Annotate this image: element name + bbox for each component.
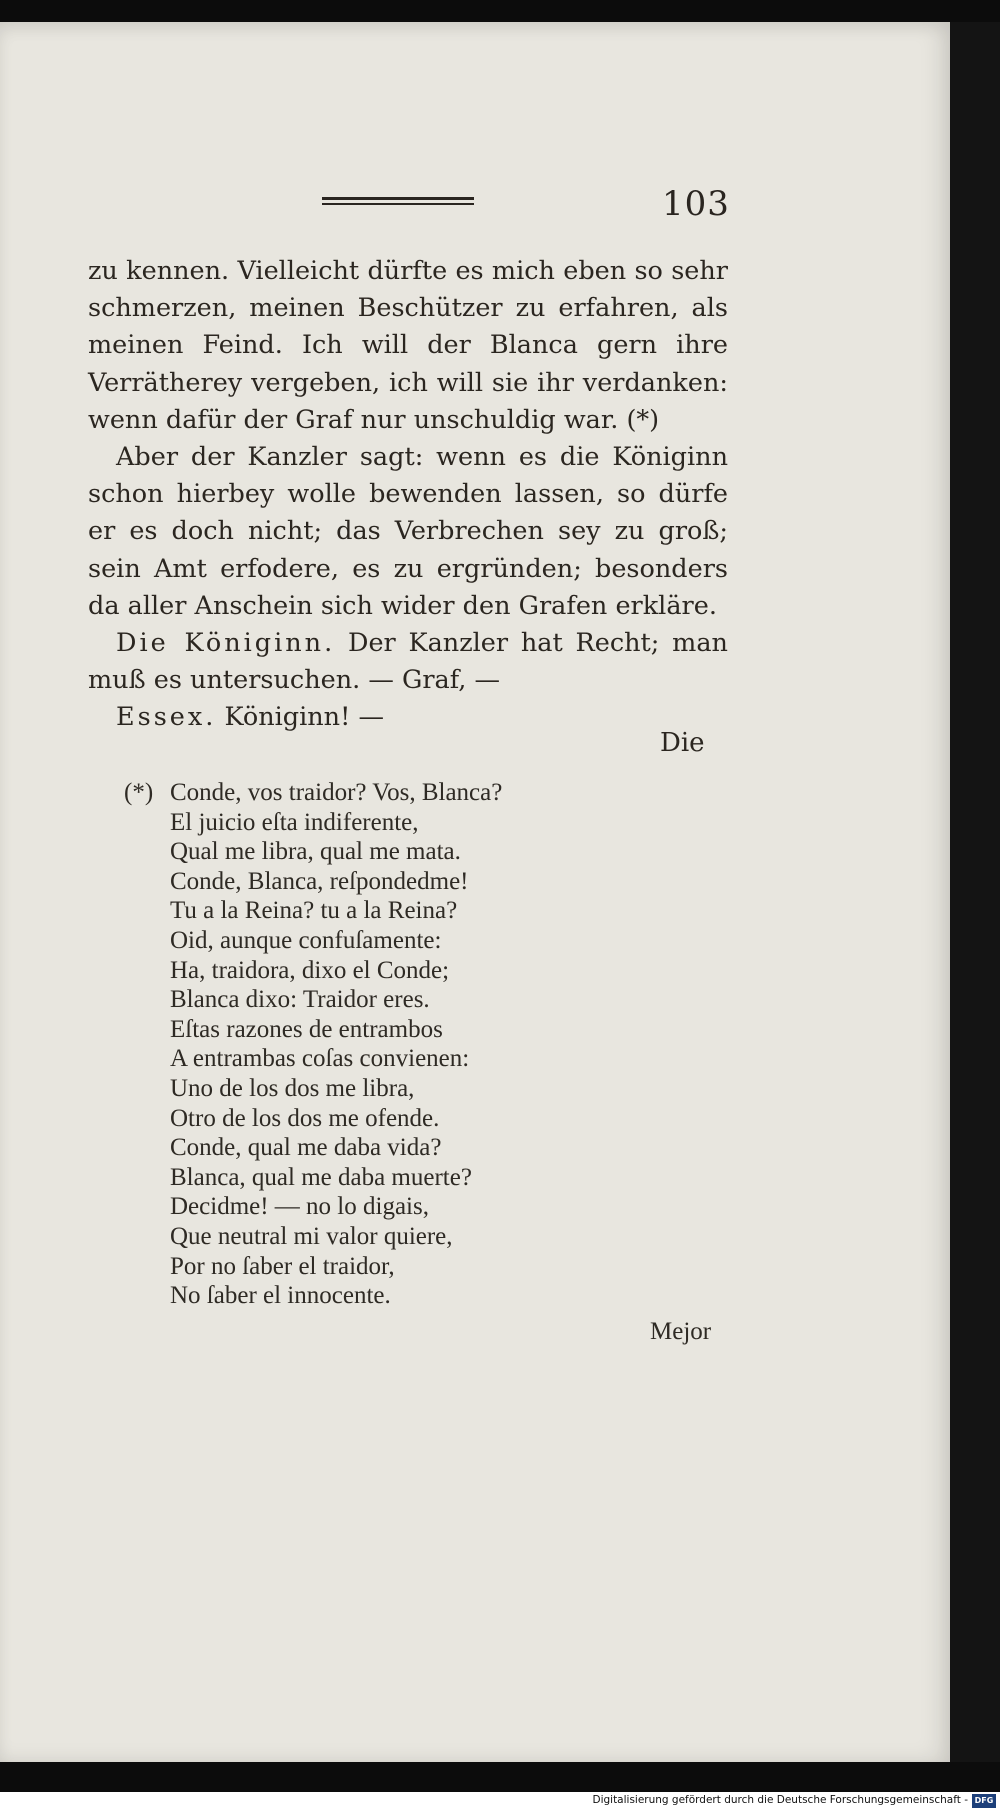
speech-essex xyxy=(88,699,728,736)
verse-line: Conde, vos traidor? Vos, Blanca? xyxy=(170,779,503,806)
credit-bar xyxy=(0,1792,1000,1811)
footnote-verse xyxy=(170,778,502,1311)
verse-line: Tu a la Reina? tu a la Reina? xyxy=(170,897,458,925)
verse-line: El juicio eſta indiferente, xyxy=(170,808,419,836)
paragraph: zu kennen. Vielleicht dürfte es mich eben so sehr schmerzen, meinen Beschützer zu erfahren, als meinen Feind. Ich will der Blanca gern ihre Verrätherey vergeben, ich will sie ihr verdanken: wenn dafür der Graf nur unschuldig war. (*) xyxy=(88,256,728,435)
dfg-logo-icon: DFG xyxy=(972,1794,996,1808)
verse-line: Decidme! — no lo digais, xyxy=(170,1193,429,1221)
credit-text: Digitalisierung gefördert durch die Deutsche Forschungsgemeinschaft - xyxy=(592,1794,968,1806)
scan-border xyxy=(950,22,1000,1762)
speech-text: Königinn! — xyxy=(216,702,384,733)
verse-line: Conde, qual me daba vida? xyxy=(170,1134,442,1162)
verse-line: A entrambas coſas convienen: xyxy=(170,1045,470,1073)
page-number: 103 xyxy=(662,184,730,224)
verse-line: Ha, traidora, dixo el Conde; xyxy=(170,956,450,984)
verse-line: Qual me libra, qual me mata. xyxy=(170,838,461,866)
speaker-name: Essex. xyxy=(116,702,217,733)
verse-line: Eſtas razones de entrambos xyxy=(170,1015,443,1043)
footnote-marker: (*) xyxy=(124,779,154,806)
paragraph: Aber der Kanzler sagt: wenn es die Königinn schon hierbey wolle bewenden lassen, so dürfe er es doch nicht; das Verbrechen sey zu groß; sein Amt erfodere, es zu ergründen; besonders da aller Anschein sich wider den Grafen erkläre. xyxy=(88,442,728,621)
verse-line: Otro de los dos me ofende. xyxy=(170,1104,440,1132)
verse-line: Blanca, qual me daba muerte? xyxy=(170,1163,472,1191)
catchword: Die xyxy=(660,728,705,758)
verse-line: Conde, Blanca, reſpondedme! xyxy=(170,867,469,895)
verse-line: Por no ſaber el traidor, xyxy=(170,1252,395,1280)
footnote-catchword: Mejor xyxy=(650,1318,712,1345)
verse-line: Uno de los dos me libra, xyxy=(170,1074,415,1102)
speech-queen xyxy=(88,625,728,699)
speech-text: Der Kanzler hat Recht; man muß es untersuchen. — Graf, — xyxy=(88,628,728,696)
verse-line: Que neutral mi valor quiere, xyxy=(170,1222,453,1250)
speaker-name: Die Königinn. xyxy=(116,628,336,659)
verse-line: No ſaber el innocente. xyxy=(170,1282,391,1310)
main-text xyxy=(88,253,728,737)
verse-line: Oid, aunque confuſamente: xyxy=(170,926,442,954)
verse-line: Blanca dixo: Traidor eres. xyxy=(170,986,430,1014)
header-rule xyxy=(322,197,474,205)
